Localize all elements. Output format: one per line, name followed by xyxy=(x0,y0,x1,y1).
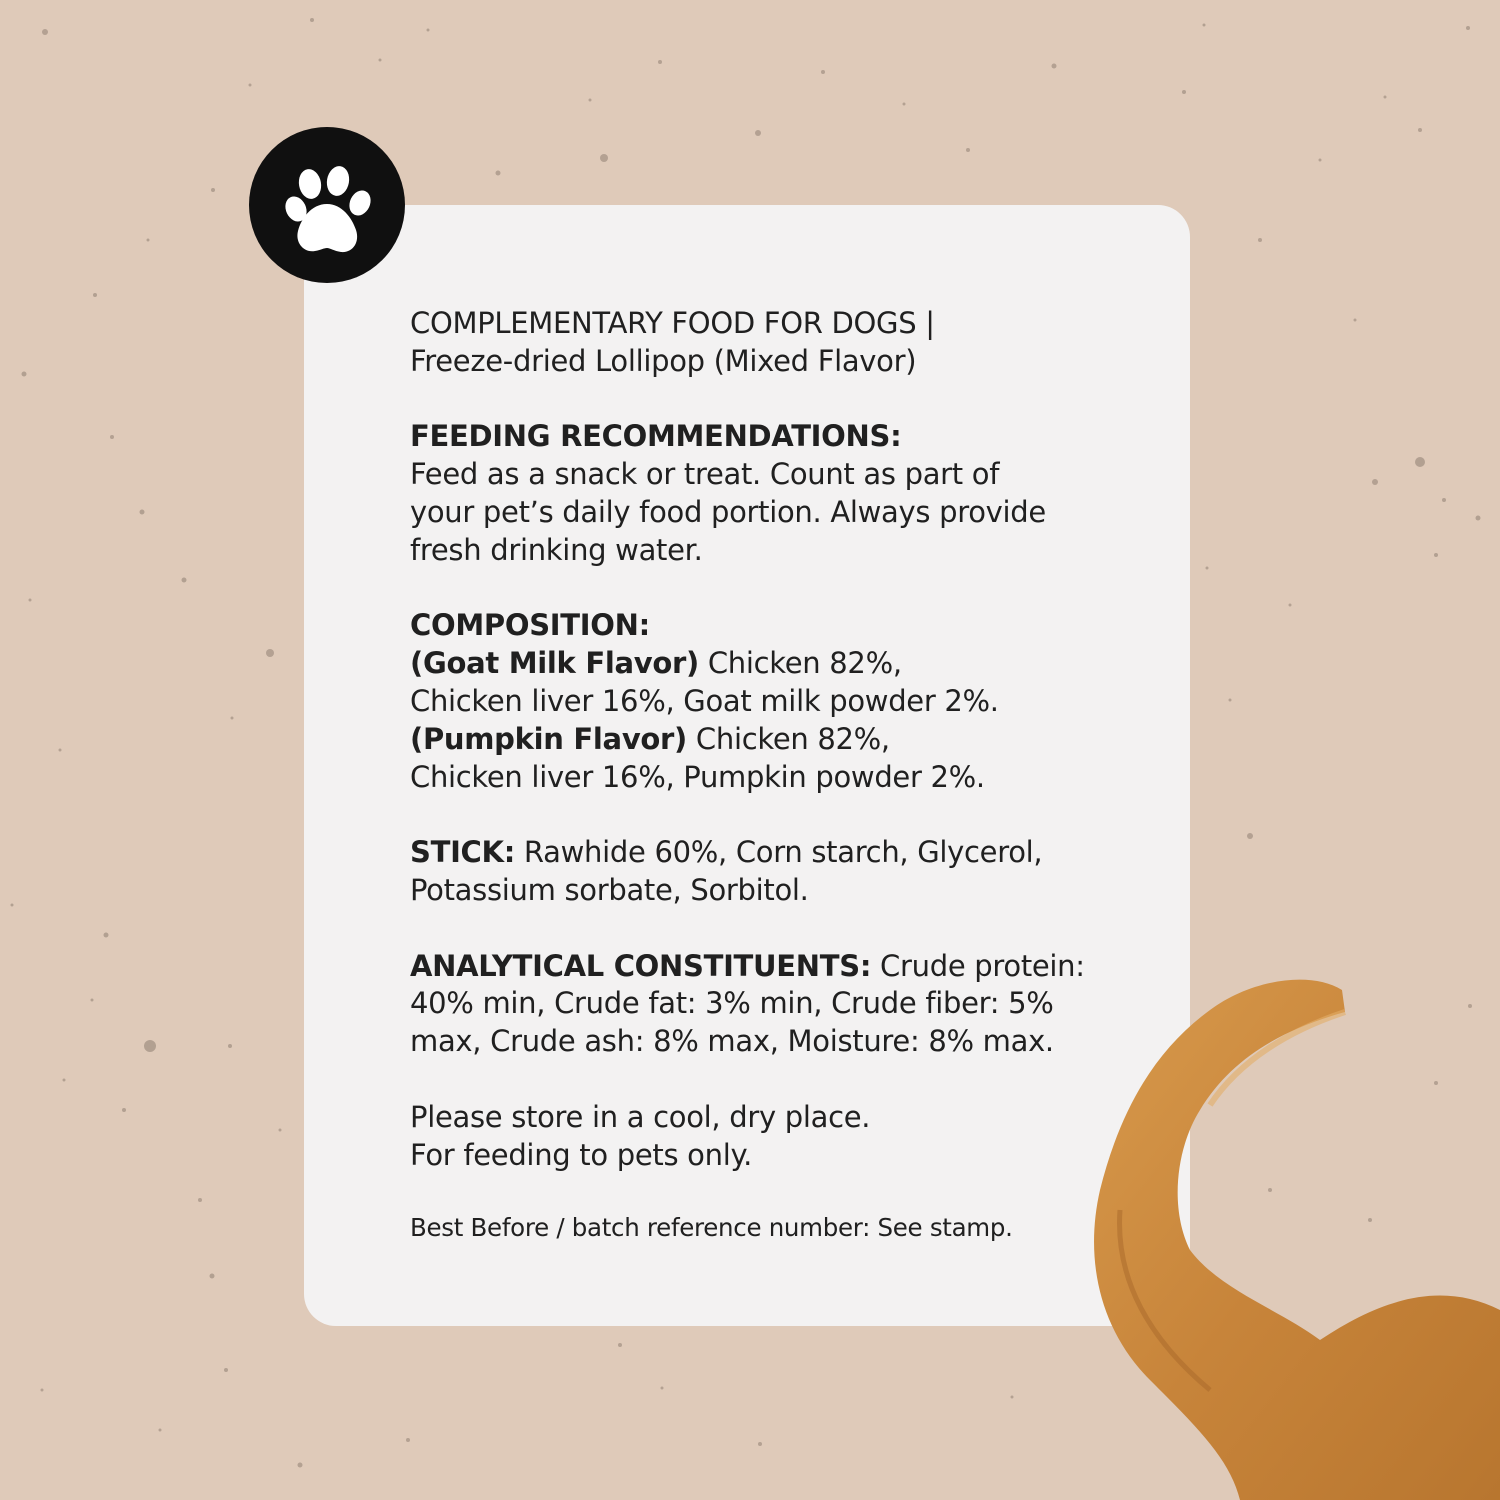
pumpkin-flavor-text: Chicken 82%, xyxy=(687,721,890,756)
feeding-section xyxy=(410,418,1110,569)
title-line-1: COMPLEMENTARY FOOD FOR DOGS | xyxy=(410,306,935,340)
analytical-section xyxy=(410,948,1110,1061)
goat-flavor-name: (Goat Milk Flavor) xyxy=(410,646,699,681)
composition-section xyxy=(410,607,1110,796)
paw-badge xyxy=(249,127,405,283)
pumpkin-flavor-line xyxy=(410,721,1110,759)
stick-line-1 xyxy=(410,834,1110,872)
title-line-2: Freeze-dried Lollipop (Mixed Flavor) xyxy=(410,343,917,378)
composition-heading: COMPOSITION: xyxy=(410,608,650,643)
goat-flavor-line-2: Chicken liver 16%, Goat milk powder 2%. xyxy=(410,683,999,718)
pumpkin-flavor-line-2: Chicken liver 16%, Pumpkin powder 2%. xyxy=(410,759,985,794)
label-text xyxy=(410,305,1110,1244)
feeding-heading: FEEDING RECOMMENDATIONS: xyxy=(410,419,902,454)
pumpkin-flavor-name: (Pumpkin Flavor) xyxy=(410,721,688,756)
storage-section xyxy=(410,1099,1110,1175)
goat-flavor-line xyxy=(410,645,1110,683)
storage-line-2: For feeding to pets only. xyxy=(410,1137,753,1172)
stick-text: Rawhide 60%, Corn starch, Glycerol, xyxy=(515,835,1043,870)
best-before-text: Best Before / batch reference number: See stamp. xyxy=(410,1213,1013,1243)
analytical-line-2: 40% min, Crude fat: 3% min, Crude fiber: 5% xyxy=(410,986,1054,1021)
stick-line-2: Potassium sorbate, Sorbitol. xyxy=(410,872,809,907)
dog-tail xyxy=(1060,960,1500,1500)
best-before-note xyxy=(410,1212,1110,1244)
feeding-line-2: your pet’s daily food portion. Always provide xyxy=(410,494,1046,529)
goat-flavor-text: Chicken 82%, xyxy=(698,646,902,681)
analytical-line-1 xyxy=(410,948,1110,986)
stick-heading: STICK: xyxy=(410,835,516,870)
storage-line-1: Please store in a cool, dry place. xyxy=(410,1099,871,1134)
analytical-heading: ANALYTICAL CONSTITUENTS: xyxy=(410,948,872,983)
analytical-text: Crude protein: xyxy=(871,948,1085,983)
feeding-line-3: fresh drinking water. xyxy=(410,532,703,567)
product-title xyxy=(410,305,1110,381)
analytical-line-3: max, Crude ash: 8% max, Moisture: 8% max. xyxy=(410,1024,1054,1059)
feeding-line-1: Feed as a snack or treat. Count as part of xyxy=(410,457,1000,492)
paw-print-icon xyxy=(249,127,405,283)
stick-section xyxy=(410,834,1110,910)
